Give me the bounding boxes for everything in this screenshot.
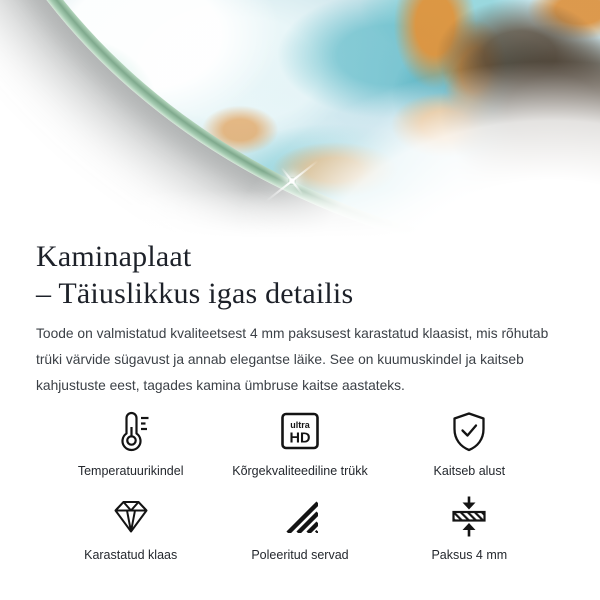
sparkle-glint-icon [428,222,432,226]
page-title [36,238,564,312]
feature-label: Temperatuurikindel [77,464,184,478]
feature-tempered-glass [46,493,215,563]
product-description: Toode on valmistatud kvaliteetsest 4 mm paksusest karastatud klaasist, mis rõhutab trüki värvide sügavust ja annab elegantse läike. See on kuumuskindel ja kaitseb kahjustuste eest, tagades kamina ümbruse kaitse aastateks. [36,326,549,393]
polished-edges-icon [278,493,322,537]
shield-check-icon [447,409,491,453]
ultra-hd-badge-top: ultra [290,420,310,430]
thermometer-icon [109,409,153,453]
feature-label: Paksus 4 mm [431,548,508,562]
sparkle-glint-icon [288,177,296,185]
page-title-line2: – Täiuslikkus igas detailis [36,277,354,310]
ultra-hd-icon [278,409,322,453]
product-hero-image [0,0,600,238]
feature-label: Karastatud klaas [84,548,178,562]
thickness-icon [447,493,491,537]
page-title-line1: Kaminaplaat [36,240,192,273]
feature-label: Kõrgekvaliteediline trükk [232,464,368,478]
ultra-hd-badge-bottom: HD [289,430,311,447]
feature-polished-edges [215,493,384,563]
product-info-section [0,238,600,563]
feature-grid [36,409,564,563]
feature-protects-base [385,409,554,479]
feature-temperature [46,409,215,479]
feature-thickness [385,493,554,563]
feature-print-quality [215,409,384,479]
diamond-icon [109,493,153,537]
feature-label: Poleeritud servad [251,548,349,562]
feature-label: Kaitseb alust [433,464,506,478]
